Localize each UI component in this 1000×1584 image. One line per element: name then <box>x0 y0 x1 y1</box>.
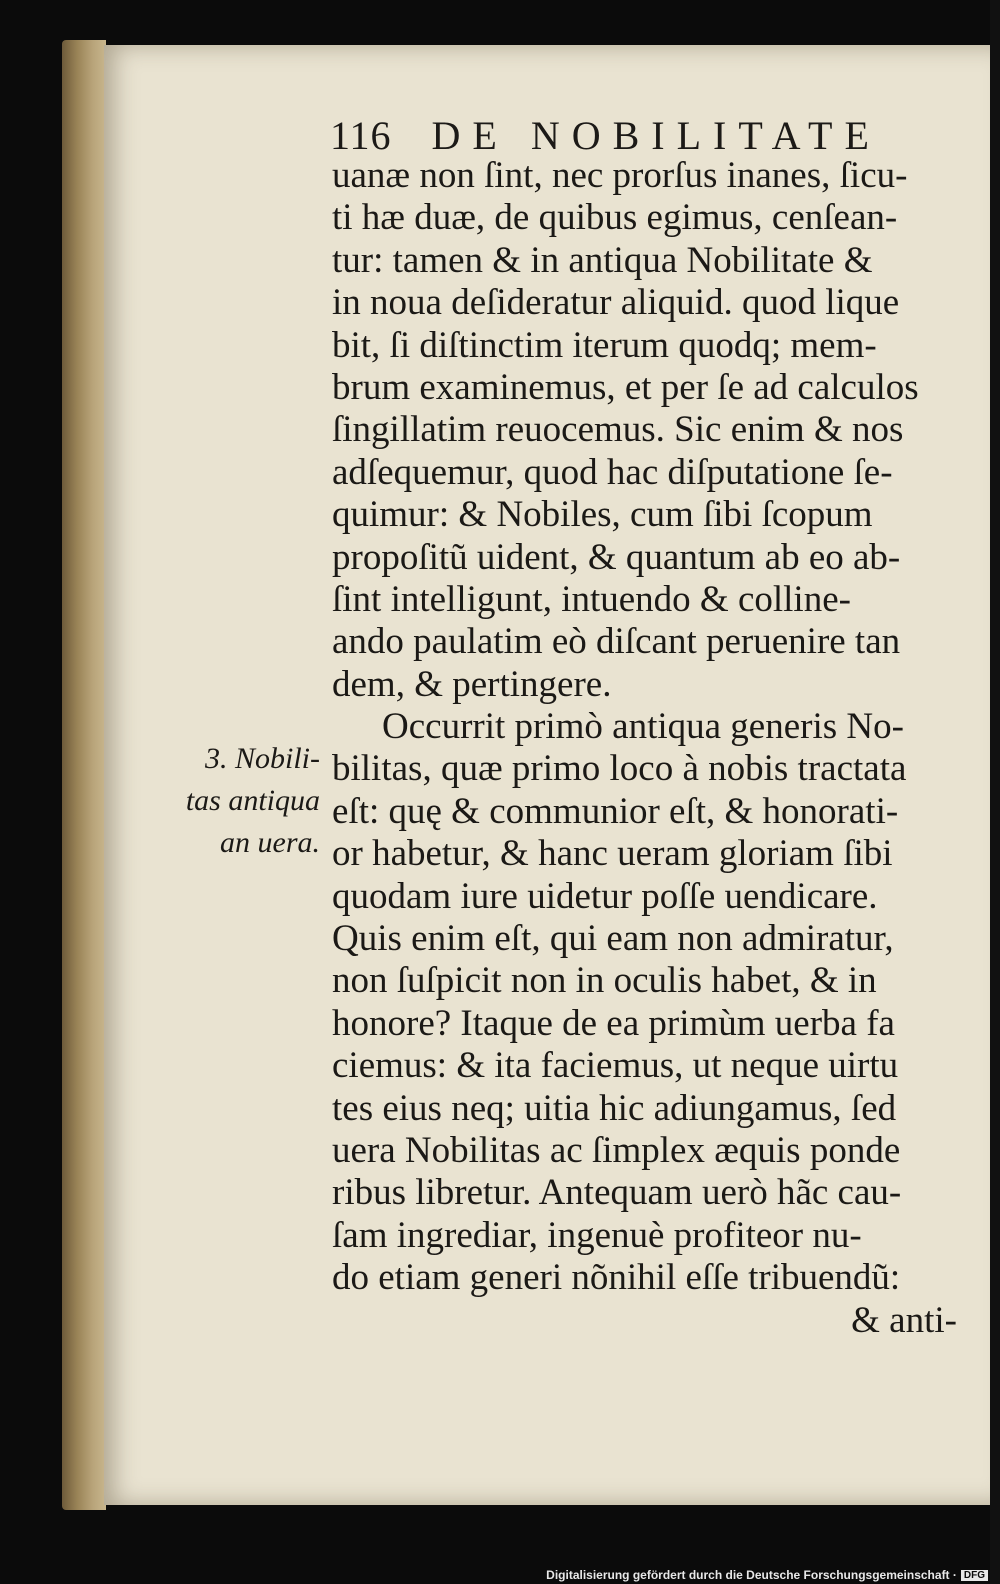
paragraph-start-line: Occurrit primò antiqua generis No- <box>382 706 904 748</box>
dfg-logo: DFG <box>961 1570 988 1581</box>
margin-note-line: 3. Nobili- <box>204 742 320 775</box>
text-line: uera Nobilitas ac ſimplex æquis ponde <box>332 1129 901 1171</box>
text-line: quimur: & Nobiles, cum ſibi ſcopum <box>332 494 873 536</box>
text-line: ſint intelligunt, intuendo & colline- <box>332 578 851 620</box>
text-line: non ſuſpicit non in oculis habet, & in <box>332 960 877 1002</box>
margin-note <box>180 738 320 864</box>
text-line: dem, & pertingere. <box>332 663 612 705</box>
page-number: 116 <box>330 113 392 158</box>
text-line: Quis enim eſt, qui eam non admiratur, <box>332 918 894 960</box>
text-line: in noua deſideratur aliquid. quod lique <box>332 282 900 324</box>
text-line: ando paulatim eò diſcant peruenire tan <box>332 621 901 663</box>
text-line: ſingillatim reuocemus. Sic enim & nos <box>332 409 904 451</box>
text-line: uanæ non ſint, nec prorſus inanes, ſicu- <box>332 155 908 196</box>
scan-border <box>990 0 1000 1584</box>
running-title: DE NOBILITATE <box>431 113 881 158</box>
text-line: eſt: quę & communior eſt, & honorati- <box>332 790 899 832</box>
credit-text: Digitalisierung gefördert durch die Deutsche Forschungsgemeinschaft · <box>546 1568 957 1582</box>
text-line: ſam ingrediar, ingenuè profiteor nu- <box>332 1214 862 1256</box>
running-header <box>330 112 890 156</box>
text-line: tes eius neq; uitia hic adiungamus, ſed <box>332 1087 897 1129</box>
text-line: do etiam generi nõnihil eſſe tribuendũ: <box>332 1257 901 1299</box>
book-edge <box>62 40 106 1510</box>
text-line: bilitas, quæ primo loco à nobis tractata <box>332 748 907 790</box>
text-line: propoſitũ uident, & quantum ab eo ab- <box>332 536 901 578</box>
text-line: or habetur, & hanc ueram gloriam ſibi <box>332 833 893 875</box>
text-line: ti hæ duæ, de quibus egimus, cenſean- <box>332 197 898 239</box>
text-line: ciemus: & ita faciemus, ut neque uirtu <box>332 1045 899 1087</box>
text-line: adſequemur, quod hac diſputatione ſe- <box>332 451 893 493</box>
text-line: brum examinemus, et per ſe ad calculos <box>332 366 919 408</box>
text-line: bit, ſi diſtinctim iterum quodq; mem- <box>332 324 877 366</box>
margin-note-line: an uera. <box>220 826 320 859</box>
body-text <box>332 155 957 1342</box>
text-line: quodam iure uidetur poſſe uendicare. <box>332 875 878 917</box>
text-line: ribus libretur. Antequam uerò hãc cau- <box>332 1172 902 1214</box>
digitization-credit <box>546 1568 988 1582</box>
catchword: & anti- <box>851 1299 957 1341</box>
margin-note-line: tas antiqua <box>185 784 320 817</box>
text-line: tur: tamen & in antiqua Nobilitate & <box>332 239 873 281</box>
text-line: honore? Itaque de ea primùm uerba fa <box>332 1002 895 1044</box>
